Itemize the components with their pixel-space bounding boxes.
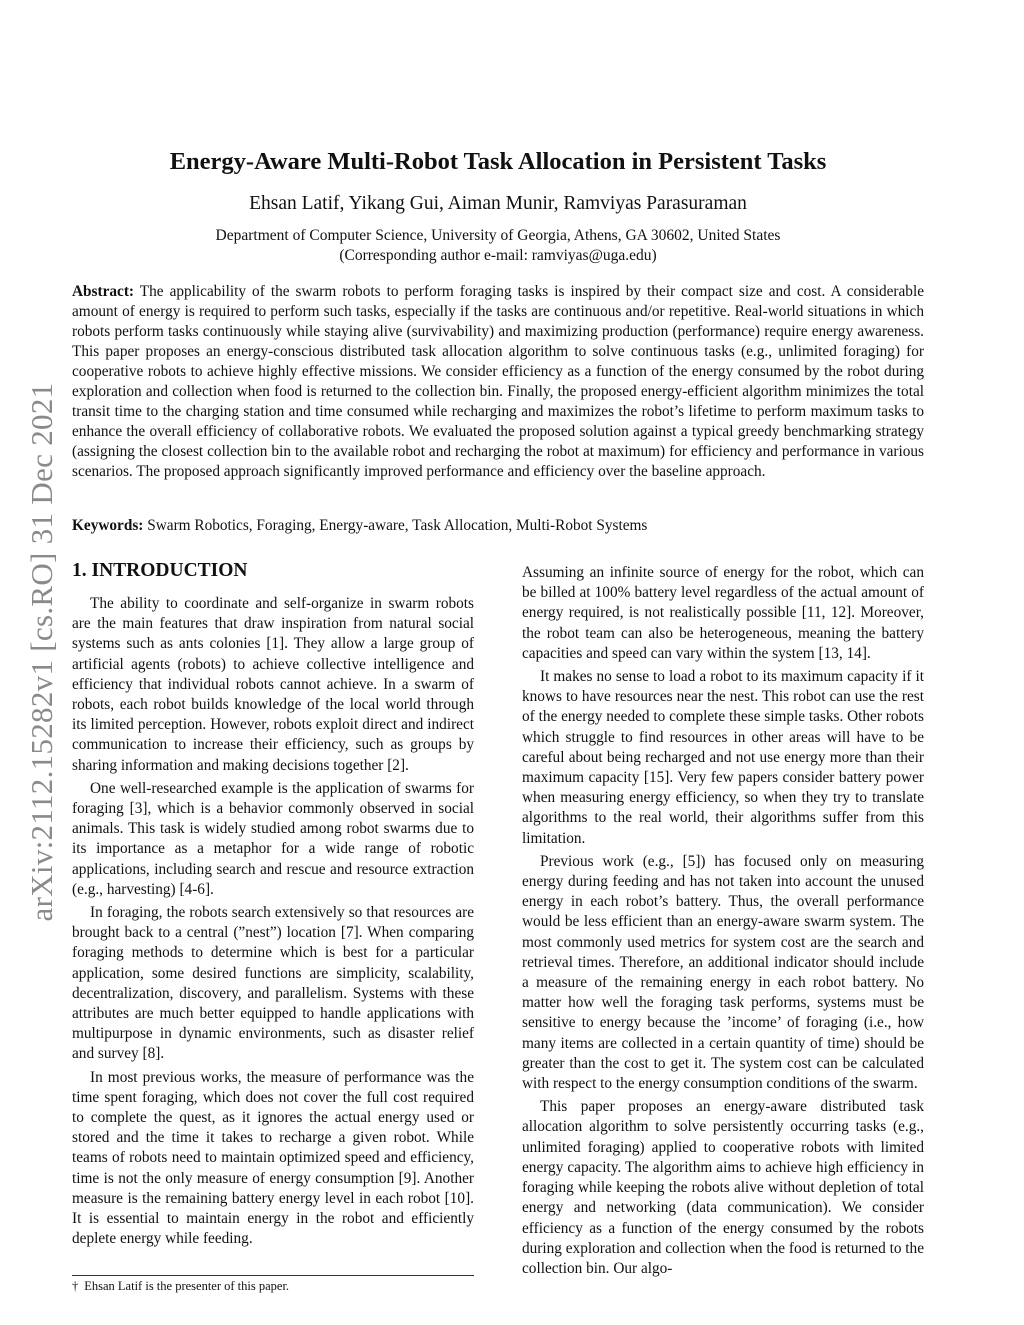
keywords-text: Swarm Robotics, Foraging, Energy-aware, Task Allocation, Multi-Robot Systems (147, 517, 648, 534)
footnote-divider (72, 1275, 474, 1276)
paragraph: Previous work (e.g., [5]) has focused only on measuring energy during feeding and has not taken into account the unused energy in each robot’s battery. Thus, the overall performance would be less efficient than an energy-aware swarm system. The most commonly used metrics for system cost are the search and retrieval times. Therefore, an additional indicator should include a measure of the remaining energy in each robot battery. No matter how well the foraging task performs, systems must be sensitive to energy because the ’income’ of foraging (i.e., how many items are collected in a certain quantity of time) should be greater than the cost to get it. The system cost can be calculated with respect to the energy consumption conditions of the swarm. (522, 852, 924, 1093)
keywords (72, 516, 924, 536)
footnote (72, 1278, 474, 1294)
paragraph: It makes no sense to load a robot to its maximum capacity if it knows to have resources near the nest. This robot can use the rest of the energy needed to complete these simple tasks. Other robots which struggle to find resources in other areas will have to be careful about being recharged and not use energy more than their maximum capacity [15]. Very few papers consider battery power when measuring energy efficiency, so when they try to translate algorithms to the real world, their algorithms suffer from this limitation. (522, 668, 924, 847)
corresponding-author: (Corresponding author e-mail: ramviyas@uga.edu) (339, 247, 657, 264)
footnote-text: Ehsan Latif is the presenter of this paper. (84, 1279, 290, 1293)
paragraph: The ability to coordinate and self-organize in swarm robots are the main features that draw inspiration from natural social systems such as ants colonies [1]. They allow a large group of artificial agents (robots) to achieve collective intelligence and efficiency that individual robots cannot achieve. In a swarm of robots, each robot builds knowledge of the local world through its limited perception. However, robots exploit direct and indirect communication to increase their efficiency, such as groups by sharing information and making decisions together [2]. (72, 595, 474, 774)
right-column (522, 563, 924, 1282)
section-heading-introduction: 1. INTRODUCTION (72, 560, 248, 581)
paragraph: Assuming an infinite source of energy for the robot, which can be billed at 100% battery level regardless of the actual amount of energy required, is not realistically possible [11, 12]. Moreover, the robot team can also be heterogeneous, meaning the battery capacities and speed can vary within the system [13, 14]. (522, 564, 924, 662)
paragraph: In foraging, the robots search extensively so that resources are brought back to a central (”nest”) location [7]. When comparing foraging methods to determine which is best for a particular application, some desired functions are simplicity, scalability, decentralization, discovery, and parallelism. Systems with these attributes are much better equipped to handle applications with multipurpose in dynamic environments, such as disaster relief and survey [8]. (72, 904, 474, 1063)
abstract-text: The applicability of the swarm robots to perform foraging tasks is inspired by their compact size and cost. A considerable amount of energy is required to perform such tasks, especially if the tasks are continuous and/or repetitive. Real-world situations in which robots perform tasks continuously while staying alive (survivability) and maximizing production (performance) require energy awareness. This paper proposes an energy-conscious distributed task allocation algorithm to solve continuous tasks (e.g., unlimited foraging) for cooperative robots to achieve highly effective missions. We consider efficiency as a function of the energy consumed by the robot during exploration and collection when food is returned to the collection bin. Finally, the proposed energy-efficient algorithm minimizes the total transit time to the charging station and time consumed while recharging and maximizes the robot’s lifetime to perform maximum tasks to enhance the overall efficiency of collaborative robots. We evaluated the proposed solution against a typical greedy benchmarking strategy (assigning the closest collection bin to the available robot and recharging the robot at maximum) for efficiency and performance in various scenarios. The proposed approach significantly improved performance and efficiency over the baseline approach. (72, 283, 924, 480)
keywords-label: Keywords: (72, 517, 144, 534)
paragraph: This paper proposes an energy-aware distributed task allocation algorithm to solve persistently occurring tasks (e.g., unlimited foraging) applied to cooperative robots with limited energy capacity. The algorithm aims to achieve high efficiency in foraging while keeping the robots alive without depletion of total energy and networking (data communication). We consider efficiency as a function of the energy consumed by the robots during exploration and collection when the food is returned to the collection bin. Our algo- (522, 1098, 924, 1277)
abstract (72, 282, 924, 482)
paragraph: In most previous works, the measure of performance was the time spent foraging, which does not cover the full cost required to complete the quest, as it ignores the actual energy used or stored and the time it takes to recharge a given robot. While teams of robots need to maintain optimized speed and efficiency, time is not the only measure of energy consumption [9]. Another measure is the remaining battery energy level in each robot [10]. It is essential to maintain energy in the robot and efficiently deplete energy while feeding. (72, 1068, 474, 1248)
affiliation: Department of Computer Science, University of Georgia, Athens, GA 30602, United States (215, 227, 781, 244)
abstract-label: Abstract: (72, 283, 135, 300)
paragraph: One well-researched example is the application of swarms for foraging [3], which is a behavior commonly observed in social animals. This task is widely studied among robot swarms due to its importance as a metaphor for a wide range of robotic applications, including search and rescue and resource extraction (e.g., harvesting) [4-6]. (72, 779, 474, 898)
arxiv-identifier-stamp: arXiv:2112.15282v1 [cs.RO] 31 Dec 2021 (24, 382, 59, 922)
paper-title: Energy-Aware Multi-Robot Task Allocation in Persistent Tasks (169, 148, 827, 175)
footnote-symbol: † (72, 1279, 79, 1293)
left-column (72, 560, 474, 1253)
affiliation-block (72, 226, 924, 266)
author-list: Ehsan Latif, Yikang Gui, Aiman Munir, Ramviyas Parasuraman (249, 193, 747, 214)
